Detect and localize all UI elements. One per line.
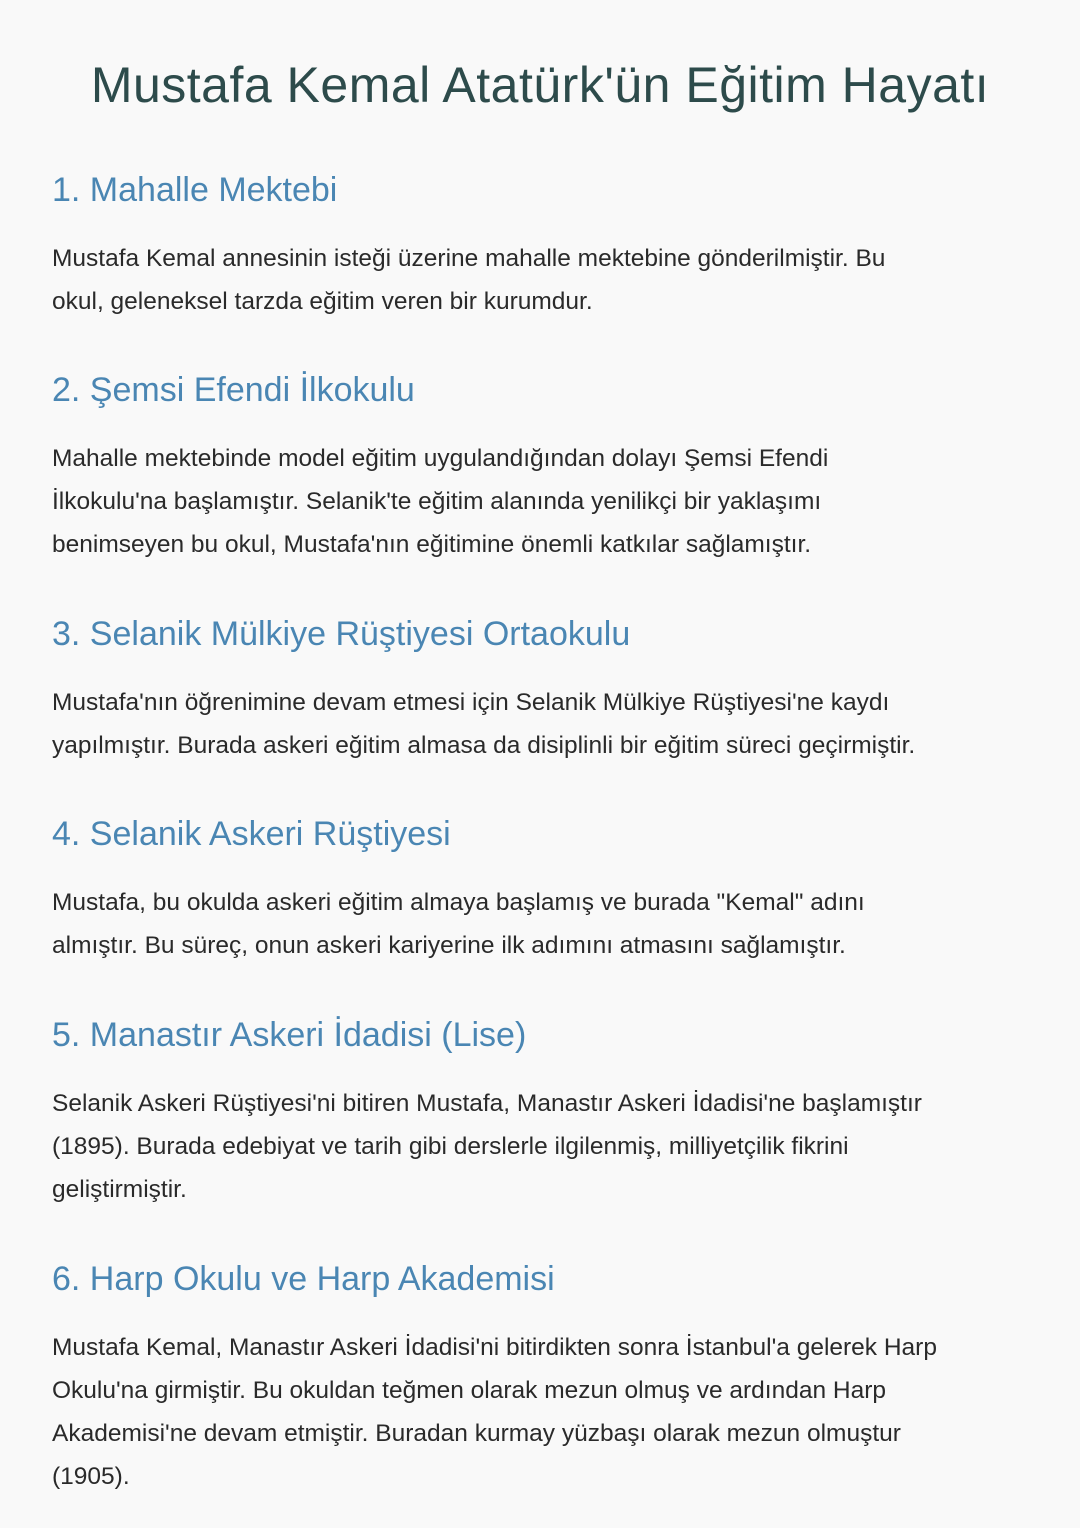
section: [52, 614, 1052, 767]
section-heading: 3. Selanik Mülkiye Rüştiyesi Ortaokulu: [52, 615, 631, 653]
section-heading: 6. Harp Okulu ve Harp Akademisi: [52, 1260, 555, 1298]
section-heading: 4. Selanik Askeri Rüştiyesi: [52, 815, 451, 853]
section-paragraph: [52, 1082, 1052, 1211]
paragraph-line: Mustafa Kemal, Manastır Askeri İdadisi'ni bitirdikten sonra İstanbul'a gelerek Harp: [52, 1334, 937, 1361]
section-heading: 2. Şemsi Efendi İlkokulu: [52, 371, 415, 409]
paragraph-line: Mustafa'nın öğrenimine devam etmesi için Selanik Mülkiye Rüştiyesi'ne kaydı: [52, 689, 890, 716]
paragraph-line: okul, geleneksel tarzda eğitim veren bir kurumdur.: [52, 288, 593, 315]
section-paragraph: [52, 1326, 1052, 1498]
paragraph-line: almıştır. Bu süreç, onun askeri kariyerine ilk adımını atmasını sağlamıştır.: [52, 932, 846, 959]
paragraph-line: benimseyen bu okul, Mustafa'nın eğitimine önemli katkılar sağlamıştır.: [52, 531, 812, 558]
section-heading: 1. Mahalle Mektebi: [52, 171, 338, 209]
paragraph-line: Akademisi'ne devam etmiştir. Buradan kurmay yüzbaşı olarak mezun olmuştur: [52, 1420, 901, 1447]
page-title: Mustafa Kemal Atatürk'ün Eğitim Hayatı: [90, 57, 990, 113]
paragraph-line: Mustafa, bu okulda askeri eğitim almaya başlamış ve burada "Kemal" adını: [52, 889, 865, 916]
section-paragraph: [52, 881, 1052, 967]
paragraph-line: (1895). Burada edebiyat ve tarih gibi derslerle ilgilenmiş, milliyetçilik fikrini: [52, 1133, 849, 1160]
section-paragraph: [52, 681, 1052, 767]
section: [52, 814, 1052, 967]
paragraph-line: geliştirmiştir.: [52, 1176, 187, 1203]
section: [52, 1259, 1052, 1498]
paragraph-line: Okulu'na girmiştir. Bu okuldan teğmen olarak mezun olmuş ve ardından Harp: [52, 1377, 887, 1404]
section: [52, 1015, 1052, 1211]
paragraph-line: Mustafa Kemal annesinin isteği üzerine mahalle mektebine gönderilmiştir. Bu: [52, 245, 886, 272]
section-heading: 5. Manastır Askeri İdadisi (Lise): [52, 1016, 527, 1054]
section-paragraph: [52, 437, 1052, 566]
section: [52, 370, 1052, 566]
paragraph-line: (1905).: [52, 1463, 130, 1490]
section: [52, 170, 1052, 323]
paragraph-line: yapılmıştır. Burada askeri eğitim almasa da disiplinli bir eğitim süreci geçirmiştir.: [52, 732, 916, 759]
paragraph-line: Selanik Askeri Rüştiyesi'ni bitiren Mustafa, Manastır Askeri İdadisi'ne başlamıştır: [52, 1090, 922, 1117]
paragraph-line: Mahalle mektebinde model eğitim uygulandığından dolayı Şemsi Efendi: [52, 445, 829, 472]
section-paragraph: [52, 237, 1052, 323]
paragraph-line: İlkokulu'na başlamıştır. Selanik'te eğitim alanında yenilikçi bir yaklaşımı: [52, 488, 822, 515]
